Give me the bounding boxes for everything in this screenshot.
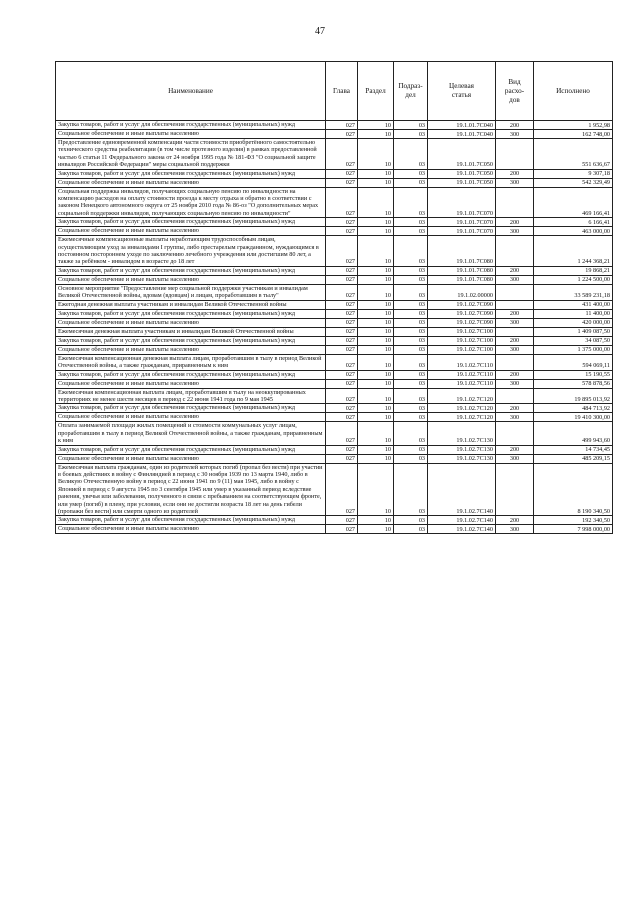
row-glava-cell: 027 — [326, 266, 358, 275]
row-target-article-cell: 19.1.01.7С040 — [428, 130, 496, 139]
row-name-cell: Ежемесячные компенсационные выплаты неработающим трудоспособным лицам, осуществляющим уход за инвалидами I группы, либо престарелым гражданином, нуждающимся в постоянном постороннем уходе по заключению лечебного учреждения или достигшим 80 лет, а также за ребёнком - инвалидом в возрасте до 18 лет — [56, 236, 326, 267]
row-executed-cell: 1 224 500,00 — [534, 275, 613, 284]
row-razdel-cell: 10 — [358, 445, 394, 454]
row-executed-cell: 7 998 000,00 — [534, 525, 613, 534]
row-razdel-cell: 10 — [358, 139, 394, 170]
row-name-cell: Социальная поддержка инвалидов, получающих социальную пенсию по инвалидности на компенсацию расходов на оплату стоимости проезда к месту отдыха и обратно в соответствии с законом Ненецкого автономного округа от 25 ноября 2010 года № 86-оз "О дополнительных мерах социальной поддержки инвалидов, получающих социальную пенсию по инвалидности" — [56, 187, 326, 218]
row-expense-type-cell: 300 — [496, 178, 534, 187]
row-expense-type-cell: 200 — [496, 336, 534, 345]
row-glava-cell: 027 — [326, 227, 358, 236]
row-expense-type-cell — [496, 187, 534, 218]
row-podrazdel-cell: 03 — [394, 516, 428, 525]
table-row — [56, 525, 613, 534]
row-razdel-cell: 10 — [358, 218, 394, 227]
header-name: Наименование — [56, 62, 326, 121]
row-podrazdel-cell: 03 — [394, 463, 428, 516]
row-expense-type-cell: 200 — [496, 309, 534, 318]
row-name-cell: Ежемесячная денежная выплата участникам и инвалидам Великой Отечественной войны — [56, 327, 326, 336]
row-expense-type-cell: 200 — [496, 121, 534, 130]
row-expense-type-cell: 300 — [496, 318, 534, 327]
row-podrazdel-cell: 03 — [394, 300, 428, 309]
row-razdel-cell: 10 — [358, 327, 394, 336]
row-glava-cell: 027 — [326, 169, 358, 178]
row-name-cell: Закупка товаров, работ и услуг для обеспечения государственных (муниципальных) нужд — [56, 370, 326, 379]
row-glava-cell: 027 — [326, 300, 358, 309]
table-row — [56, 445, 613, 454]
row-executed-cell: 15 190,55 — [534, 370, 613, 379]
row-expense-type-cell: 200 — [496, 404, 534, 413]
row-glava-cell: 027 — [326, 284, 358, 300]
table-row — [56, 139, 613, 170]
row-name-cell: Социальное обеспечение и иные выплаты населению — [56, 318, 326, 327]
row-target-article-cell: 19.1.02.7С130 — [428, 422, 496, 445]
table-row — [56, 227, 613, 236]
row-razdel-cell: 10 — [358, 318, 394, 327]
row-glava-cell: 027 — [326, 463, 358, 516]
row-target-article-cell: 19.1.02.7С120 — [428, 404, 496, 413]
row-podrazdel-cell: 03 — [394, 413, 428, 422]
row-razdel-cell: 10 — [358, 516, 394, 525]
row-razdel-cell: 10 — [358, 336, 394, 345]
row-podrazdel-cell: 03 — [394, 370, 428, 379]
row-expense-type-cell: 200 — [496, 445, 534, 454]
row-razdel-cell: 10 — [358, 284, 394, 300]
row-glava-cell: 027 — [326, 454, 358, 463]
row-executed-cell: 1 409 087,50 — [534, 327, 613, 336]
row-expense-type-cell — [496, 354, 534, 370]
row-expense-type-cell: 300 — [496, 130, 534, 139]
table-body — [56, 121, 613, 534]
row-razdel-cell: 10 — [358, 345, 394, 354]
row-razdel-cell: 10 — [358, 463, 394, 516]
row-target-article-cell: 19.1.02.7С130 — [428, 454, 496, 463]
row-executed-cell: 19 410 300,00 — [534, 413, 613, 422]
table-row — [56, 266, 613, 275]
row-razdel-cell: 10 — [358, 169, 394, 178]
row-executed-cell: 542 329,49 — [534, 178, 613, 187]
row-target-article-cell: 19.1.02.7С090 — [428, 300, 496, 309]
row-executed-cell: 431 400,00 — [534, 300, 613, 309]
row-expense-type-cell: 200 — [496, 169, 534, 178]
table-row — [56, 370, 613, 379]
row-name-cell: Социальное обеспечение и иные выплаты населению — [56, 227, 326, 236]
row-expense-type-cell — [496, 284, 534, 300]
row-name-cell: Социальное обеспечение и иные выплаты населению — [56, 130, 326, 139]
row-glava-cell: 027 — [326, 354, 358, 370]
row-name-cell: Социальное обеспечение и иные выплаты населению — [56, 525, 326, 534]
row-glava-cell: 027 — [326, 345, 358, 354]
row-podrazdel-cell: 03 — [394, 354, 428, 370]
row-target-article-cell: 19.1.01.7С050 — [428, 178, 496, 187]
row-name-cell: Ежемесячная компенсационная денежная выплата лицам, проработавшим в тылу в период Великой Отечественной войны, а также гражданам, приравненным к ним — [56, 354, 326, 370]
row-name-cell: Социальное обеспечение и иные выплаты населению — [56, 178, 326, 187]
row-glava-cell: 027 — [326, 187, 358, 218]
row-razdel-cell: 10 — [358, 454, 394, 463]
row-podrazdel-cell: 03 — [394, 318, 428, 327]
row-executed-cell: 420 000,00 — [534, 318, 613, 327]
row-name-cell: Социальное обеспечение и иные выплаты населению — [56, 345, 326, 354]
row-target-article-cell: 19.1.02.7С100 — [428, 345, 496, 354]
header-target-article: Целевая статья — [428, 62, 496, 121]
row-glava-cell: 027 — [326, 327, 358, 336]
row-executed-cell: 6 166,41 — [534, 218, 613, 227]
row-expense-type-cell: 200 — [496, 370, 534, 379]
row-executed-cell: 594 069,11 — [534, 354, 613, 370]
row-expense-type-cell — [496, 422, 534, 445]
row-executed-cell: 162 748,00 — [534, 130, 613, 139]
row-executed-cell: 192 340,50 — [534, 516, 613, 525]
row-razdel-cell: 10 — [358, 236, 394, 267]
row-razdel-cell: 10 — [358, 525, 394, 534]
row-podrazdel-cell: 03 — [394, 266, 428, 275]
row-target-article-cell: 19.1.02.7С100 — [428, 336, 496, 345]
row-expense-type-cell: 300 — [496, 454, 534, 463]
row-executed-cell: 8 190 340,50 — [534, 463, 613, 516]
row-glava-cell: 027 — [326, 121, 358, 130]
table-row — [56, 422, 613, 445]
table-row — [56, 354, 613, 370]
row-glava-cell: 027 — [326, 388, 358, 404]
row-target-article-cell: 19.1.02.7С130 — [428, 445, 496, 454]
row-name-cell: Закупка товаров, работ и услуг для обеспечения государственных (муниципальных) нужд — [56, 516, 326, 525]
row-podrazdel-cell: 03 — [394, 388, 428, 404]
row-name-cell: Закупка товаров, работ и услуг для обеспечения государственных (муниципальных) нужд — [56, 309, 326, 318]
table-row — [56, 345, 613, 354]
row-expense-type-cell: 200 — [496, 266, 534, 275]
page-number: 47 — [315, 26, 325, 37]
row-razdel-cell: 10 — [358, 422, 394, 445]
row-podrazdel-cell: 03 — [394, 379, 428, 388]
row-executed-cell: 485 209,15 — [534, 454, 613, 463]
row-target-article-cell: 19.1.02.7С140 — [428, 525, 496, 534]
row-target-article-cell: 19.1.02.7С140 — [428, 516, 496, 525]
table-row — [56, 121, 613, 130]
row-target-article-cell: 19.1.02.7С090 — [428, 309, 496, 318]
row-expense-type-cell — [496, 388, 534, 404]
row-executed-cell: 19 868,21 — [534, 266, 613, 275]
row-name-cell: Оплата занимаемой площади жилых помещений и стоимости коммунальных услуг лицам, проработавшим в тылу в период Великой Отечественной войны, а также гражданам, приравненным к ним — [56, 422, 326, 445]
header-executed: Исполнено — [534, 62, 613, 121]
row-razdel-cell: 10 — [358, 370, 394, 379]
row-expense-type-cell: 200 — [496, 218, 534, 227]
row-podrazdel-cell: 03 — [394, 169, 428, 178]
row-executed-cell: 1 244 368,21 — [534, 236, 613, 267]
row-glava-cell: 027 — [326, 413, 358, 422]
table-row — [56, 379, 613, 388]
row-name-cell: Закупка товаров, работ и услуг для обеспечения государственных (муниципальных) нужд — [56, 404, 326, 413]
row-executed-cell: 19 895 013,92 — [534, 388, 613, 404]
row-podrazdel-cell: 03 — [394, 454, 428, 463]
row-executed-cell: 11 400,00 — [534, 309, 613, 318]
row-glava-cell: 027 — [326, 130, 358, 139]
row-glava-cell: 027 — [326, 218, 358, 227]
table-row — [56, 178, 613, 187]
row-glava-cell: 027 — [326, 516, 358, 525]
table-header-row — [56, 62, 613, 121]
row-glava-cell: 027 — [326, 275, 358, 284]
table-row — [56, 327, 613, 336]
table-row — [56, 218, 613, 227]
budget-table — [55, 61, 613, 534]
row-razdel-cell: 10 — [358, 227, 394, 236]
row-razdel-cell: 10 — [358, 404, 394, 413]
row-target-article-cell: 19.1.01.7С070 — [428, 187, 496, 218]
row-razdel-cell: 10 — [358, 300, 394, 309]
row-expense-type-cell — [496, 236, 534, 267]
row-podrazdel-cell: 03 — [394, 218, 428, 227]
row-target-article-cell: 19.1.02.7С120 — [428, 388, 496, 404]
row-expense-type-cell: 300 — [496, 345, 534, 354]
header-glava: Глава — [326, 62, 358, 121]
row-podrazdel-cell: 03 — [394, 309, 428, 318]
table-row — [56, 300, 613, 309]
row-executed-cell: 578 878,56 — [534, 379, 613, 388]
row-executed-cell: 469 166,41 — [534, 187, 613, 218]
row-target-article-cell: 19.1.01.7С080 — [428, 236, 496, 267]
row-name-cell: Ежемесячная выплата гражданам, один из родителей которых погиб (пропал без вести) при участии в боевых действиях в войну с Финляндией в период с 30 ноября 1939 по 13 марта 1940, либо в Великую Отечественную войну в период с 22 июня 1941 по 9 (11) мая 1945, либо в войну с Японией в период с 9 августа 1945 по 3 сентября 1945 или умер в указанный период вследствие ранения, увечья или заболевания, полученного в связи с пребыванием на соответствующем фронте, или умер (погиб) в плену, при условии, если они не достигли возраста 18 лет на день гибели (пропажи без вести) или смерти одного из родителей — [56, 463, 326, 516]
row-glava-cell: 027 — [326, 370, 358, 379]
table-row — [56, 404, 613, 413]
row-razdel-cell: 10 — [358, 379, 394, 388]
table-row — [56, 169, 613, 178]
table-row — [56, 187, 613, 218]
row-expense-type-cell — [496, 463, 534, 516]
row-target-article-cell: 19.1.01.7С080 — [428, 266, 496, 275]
row-podrazdel-cell: 03 — [394, 130, 428, 139]
row-podrazdel-cell: 03 — [394, 227, 428, 236]
table-row — [56, 275, 613, 284]
row-razdel-cell: 10 — [358, 178, 394, 187]
row-name-cell: Закупка товаров, работ и услуг для обеспечения государственных (муниципальных) нужд — [56, 218, 326, 227]
row-podrazdel-cell: 03 — [394, 445, 428, 454]
row-executed-cell: 33 589 231,18 — [534, 284, 613, 300]
row-glava-cell: 027 — [326, 336, 358, 345]
row-target-article-cell: 19.1.02.7С140 — [428, 463, 496, 516]
row-razdel-cell: 10 — [358, 130, 394, 139]
row-target-article-cell: 19.1.02.00000 — [428, 284, 496, 300]
table-row — [56, 236, 613, 267]
row-podrazdel-cell: 03 — [394, 178, 428, 187]
row-glava-cell: 027 — [326, 178, 358, 187]
row-podrazdel-cell: 03 — [394, 284, 428, 300]
row-target-article-cell: 19.1.02.7С110 — [428, 370, 496, 379]
row-target-article-cell: 19.1.02.7С120 — [428, 413, 496, 422]
row-target-article-cell: 19.1.02.7С090 — [428, 318, 496, 327]
row-glava-cell: 027 — [326, 139, 358, 170]
table-row — [56, 309, 613, 318]
row-glava-cell: 027 — [326, 318, 358, 327]
row-podrazdel-cell: 03 — [394, 187, 428, 218]
table-row — [56, 463, 613, 516]
row-razdel-cell: 10 — [358, 388, 394, 404]
row-target-article-cell: 19.1.01.7С070 — [428, 218, 496, 227]
row-target-article-cell: 19.1.02.7С110 — [428, 354, 496, 370]
row-name-cell: Социальное обеспечение и иные выплаты населению — [56, 413, 326, 422]
row-expense-type-cell: 300 — [496, 413, 534, 422]
row-target-article-cell: 19.1.01.7С050 — [428, 169, 496, 178]
row-glava-cell: 027 — [326, 422, 358, 445]
table-row — [56, 413, 613, 422]
row-podrazdel-cell: 03 — [394, 404, 428, 413]
row-podrazdel-cell: 03 — [394, 336, 428, 345]
row-razdel-cell: 10 — [358, 309, 394, 318]
table-row — [56, 516, 613, 525]
row-executed-cell: 14 734,45 — [534, 445, 613, 454]
row-glava-cell: 027 — [326, 525, 358, 534]
row-expense-type-cell: 300 — [496, 275, 534, 284]
row-executed-cell: 463 000,00 — [534, 227, 613, 236]
row-target-article-cell: 19.1.02.7С100 — [428, 327, 496, 336]
row-name-cell: Основное мероприятие "Предоставление мер социальной поддержки участникам и инвалидам Великой Отечественной войны, вдовам (вдовцам) и лицам, проработавшим в тылу" — [56, 284, 326, 300]
row-executed-cell: 34 087,50 — [534, 336, 613, 345]
row-name-cell: Закупка товаров, работ и услуг для обеспечения государственных (муниципальных) нужд — [56, 445, 326, 454]
table-row — [56, 318, 613, 327]
row-expense-type-cell — [496, 327, 534, 336]
row-podrazdel-cell: 03 — [394, 525, 428, 534]
row-name-cell: Закупка товаров, работ и услуг для обеспечения государственных (муниципальных) нужд — [56, 336, 326, 345]
row-podrazdel-cell: 03 — [394, 236, 428, 267]
row-razdel-cell: 10 — [358, 413, 394, 422]
row-expense-type-cell — [496, 300, 534, 309]
table-row — [56, 388, 613, 404]
row-glava-cell: 027 — [326, 404, 358, 413]
row-expense-type-cell: 200 — [496, 516, 534, 525]
row-executed-cell: 1 952,98 — [534, 121, 613, 130]
row-target-article-cell: 19.1.02.7С110 — [428, 379, 496, 388]
row-name-cell: Ежегодная денежная выплата участникам и инвалидам Великой Отечественной войны — [56, 300, 326, 309]
row-podrazdel-cell: 03 — [394, 422, 428, 445]
row-name-cell: Закупка товаров, работ и услуг для обеспечения государственных (муниципальных) нужд — [56, 169, 326, 178]
header-razdel: Раздел — [358, 62, 394, 121]
table-row — [56, 130, 613, 139]
row-glava-cell: 027 — [326, 309, 358, 318]
header-podrazdel: Подраз- дел — [394, 62, 428, 121]
row-razdel-cell: 10 — [358, 121, 394, 130]
row-name-cell: Закупка товаров, работ и услуг для обеспечения государственных (муниципальных) нужд — [56, 121, 326, 130]
row-glava-cell: 027 — [326, 236, 358, 267]
row-podrazdel-cell: 03 — [394, 139, 428, 170]
table-row — [56, 284, 613, 300]
row-name-cell: Закупка товаров, работ и услуг для обеспечения государственных (муниципальных) нужд — [56, 266, 326, 275]
header-expense-type: Вид расхо- дов — [496, 62, 534, 121]
row-razdel-cell: 10 — [358, 275, 394, 284]
row-name-cell: Социальное обеспечение и иные выплаты населению — [56, 379, 326, 388]
table-row — [56, 336, 613, 345]
row-executed-cell: 484 713,92 — [534, 404, 613, 413]
row-podrazdel-cell: 03 — [394, 275, 428, 284]
row-expense-type-cell: 300 — [496, 379, 534, 388]
row-target-article-cell: 19.1.01.7С070 — [428, 227, 496, 236]
row-name-cell: Социальное обеспечение и иные выплаты населению — [56, 454, 326, 463]
row-name-cell: Ежемесячная компенсационная выплата лицам, проработавшим в тылу на неоккупированных территориях не менее шести месяцев в период с 22 июня 1941 года по 9 мая 1945 — [56, 388, 326, 404]
row-expense-type-cell: 300 — [496, 227, 534, 236]
row-executed-cell: 551 636,67 — [534, 139, 613, 170]
row-razdel-cell: 10 — [358, 266, 394, 275]
row-expense-type-cell — [496, 139, 534, 170]
row-executed-cell: 499 943,60 — [534, 422, 613, 445]
row-name-cell: Предоставление единовременной компенсации части стоимости приобретённого самостоятельно технического средства реабилитации (в том числе протезного изделия) в рамках предоставленной частью 6 статьи 11 Федерального закона от 24 ноября 1995 года № 181-ФЗ "О социальной защите инвалидов Российской Федерации" меры социальной поддержки — [56, 139, 326, 170]
row-podrazdel-cell: 03 — [394, 345, 428, 354]
row-podrazdel-cell: 03 — [394, 327, 428, 336]
row-target-article-cell: 19.1.01.7С080 — [428, 275, 496, 284]
row-razdel-cell: 10 — [358, 187, 394, 218]
row-target-article-cell: 19.1.01.7С040 — [428, 121, 496, 130]
row-expense-type-cell: 300 — [496, 525, 534, 534]
row-glava-cell: 027 — [326, 445, 358, 454]
row-podrazdel-cell: 03 — [394, 121, 428, 130]
row-target-article-cell: 19.1.01.7С050 — [428, 139, 496, 170]
row-name-cell: Социальное обеспечение и иные выплаты населению — [56, 275, 326, 284]
row-glava-cell: 027 — [326, 379, 358, 388]
row-razdel-cell: 10 — [358, 354, 394, 370]
row-executed-cell: 1 375 000,00 — [534, 345, 613, 354]
row-executed-cell: 9 307,18 — [534, 169, 613, 178]
table-row — [56, 454, 613, 463]
